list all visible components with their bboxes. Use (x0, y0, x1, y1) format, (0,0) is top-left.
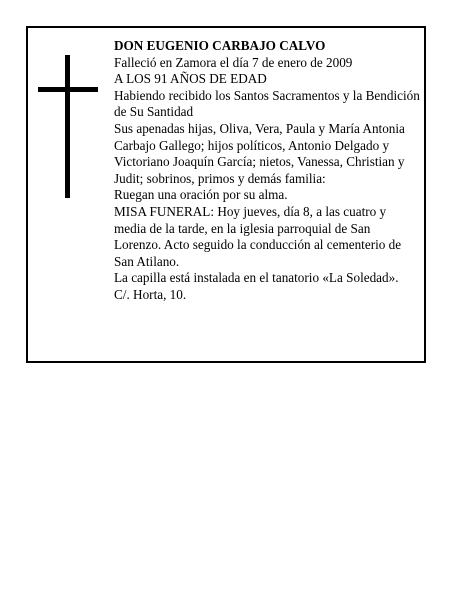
cross-horizontal-bar (38, 87, 98, 92)
address-line: C/. Horta, 10. (114, 286, 187, 302)
chapel-info: La capilla está instalada en el tanatorio «La Soledad». (114, 270, 399, 286)
obituary-notice (26, 26, 426, 363)
cross-vertical-bar (65, 55, 70, 198)
death-info: Falleció en Zamora el día 7 de enero de 2009 (114, 54, 353, 70)
prayer-line: Ruegan una oración por su alma. (114, 187, 288, 203)
family-list: Sus apenadas hijas, Oliva, Vera, Paula y María Antonia Carbajo Gallego; hijos políticos, Antonio Delgado y Victoriano Joaquín García; nietos, Vanessa, Christian y Judit; sobrinos, primos y demás familia: (114, 120, 405, 186)
obituary-text (114, 38, 420, 304)
sacraments-line: Habiendo recibido los Santos Sacramentos y la Bendición de Su Santidad (114, 87, 420, 120)
funeral-info: MISA FUNERAL: Hoy jueves, día 8, a las cuatro y media de la tarde, en la iglesia parroquial de San Lorenzo. Acto seguido la conducción al cementerio de San Atilano. (114, 203, 402, 269)
latin-cross-icon (38, 55, 98, 198)
deceased-name: DON EUGENIO CARBAJO CALVO (114, 38, 326, 53)
age-line: A LOS 91 AÑOS DE EDAD (114, 71, 267, 87)
